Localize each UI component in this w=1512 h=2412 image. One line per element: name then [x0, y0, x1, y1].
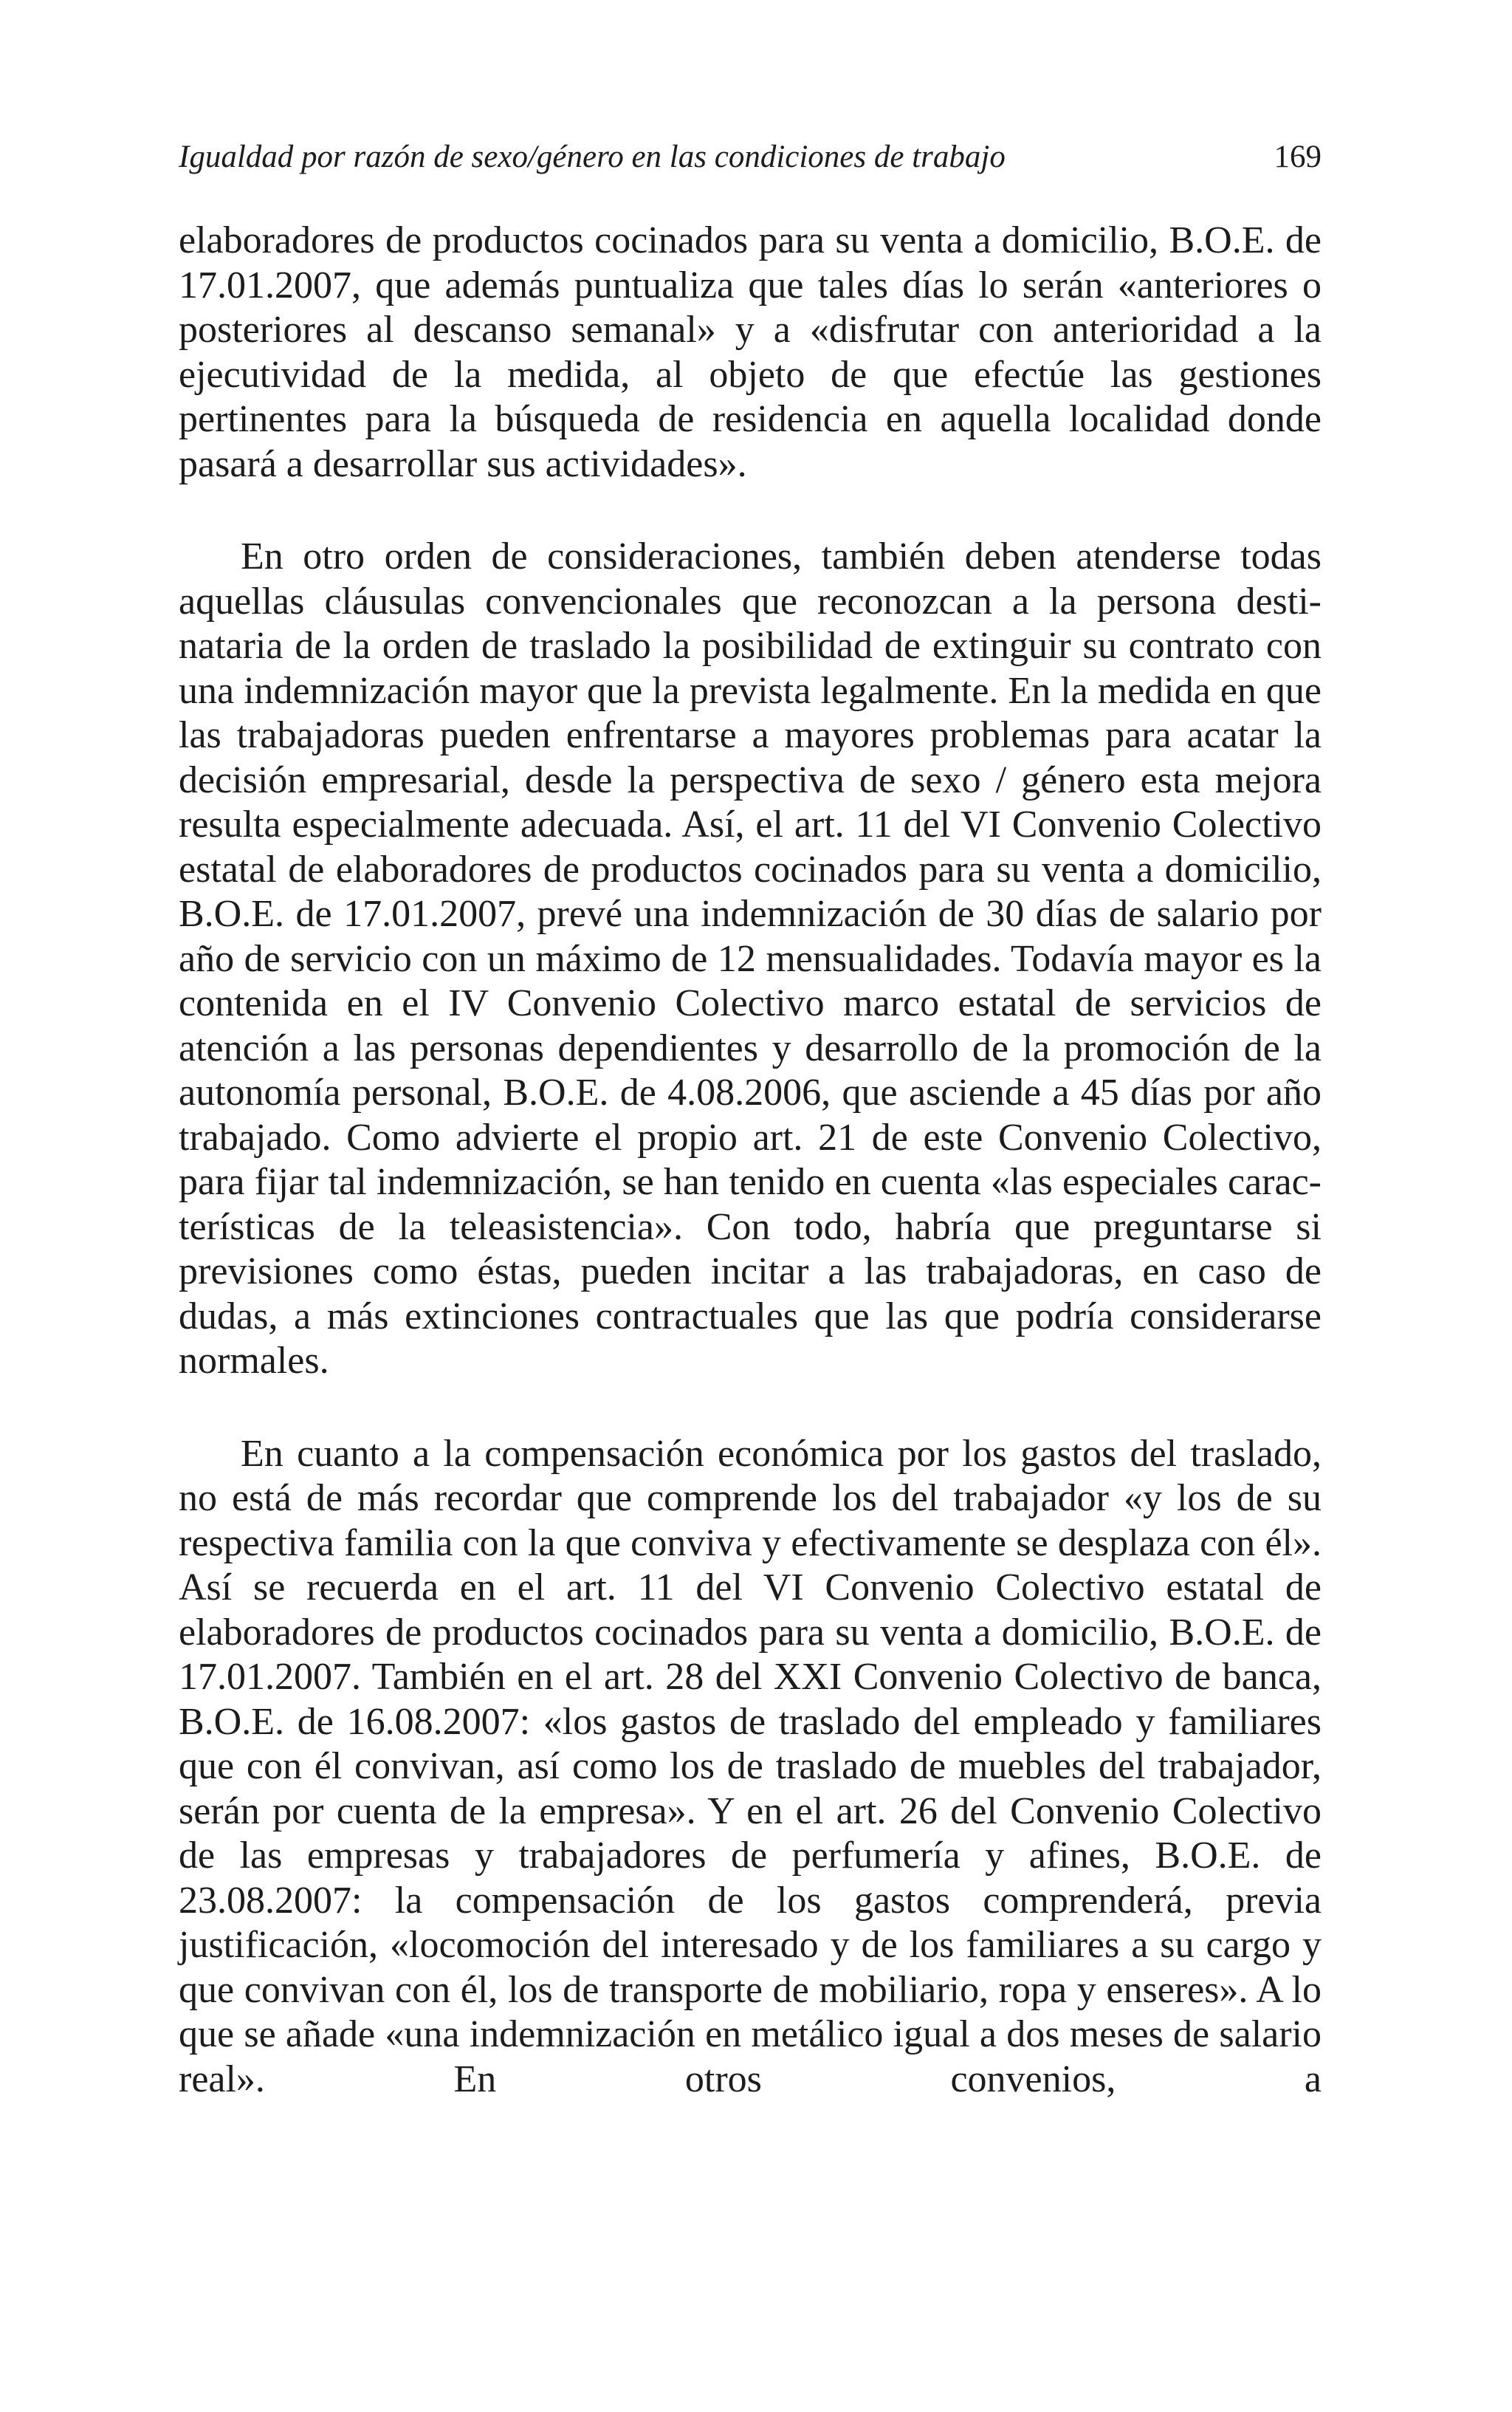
- paragraph-continuation: elaboradores de productos cocinados para su venta a domicilio, B.O.E. de 17.01.2007, que además puntualiza que tales días lo serán «anteriores o posteriores al descanso semanal» y a «disfrutar con anterioridad a la ejecutividad de la medida, al objeto de que efectúe las gestiones pertinentes para la búsqueda de residencia en aquella localidad donde pasará a desarrollar sus actividades».: [179, 219, 1322, 485]
- paragraph-compensacion-gastos: En cuanto a la compensación económica por los gastos del traslado, no está de más recordar que comprende los del trabajador «y los de su respectiva familia con la que conviva y efectivamente se desplaza con él». Así se recuerda en el art. 11 del VI Convenio Colectivo estatal de elaboradores de productos cocinados para su venta a domicilio, B.O.E. de 17.01.2007. También en el art. 28 del XXI Convenio Colectivo de banca, B.O.E. de 16.08.2007: «los gastos de traslado del empleado y familiares que con él convivan, así como los de traslado de muebles del trabajador, serán por cuenta de la empresa». Y en el art. 26 del Convenio Colectivo de las empresas y trabajadores de perfumería y afines, B.O.E. de 23.08.2007: la compensación de los gastos comprenderá, previa justificación, «locomoción del interesado y de los familiares a su cargo y que convivan con él, los de transporte de mobiliario, ropa y enseres». A lo que se añade «una indemnización en metálico igual a dos meses de salario real». En otros convenios, a: [179, 1432, 1322, 2100]
- running-header: [179, 131, 1322, 183]
- running-title: Igualdad por razón de sexo/género en las condiciones de trabajo: [179, 140, 1006, 174]
- page-number: 169: [1274, 140, 1322, 174]
- paragraph-extincion-contrato: En otro orden de consideraciones, también deben atenderse todas aquellas cláusulas convencionales que reconozcan a la persona destinataria de la orden de traslado la posibilidad de extinguir su contrato con una indemnización mayor que la prevista legalmente. En la medida en que las trabajadoras pueden enfrentarse a mayores problemas para acatar la decisión empresarial, desde la perspectiva de sexo / género esta mejora resulta especialmente adecuada. Así, el art. 11 del VI Convenio Colectivo estatal de elaboradores de productos cocinados para su venta a domicilio, B.O.E. de 17.01.2007, prevé una indemnización de 30 días de salario por año de servicio con un máximo de 12 mensualidades. Todavía mayor es la contenida en el IV Convenio Colectivo marco estatal de servicios de atención a las personas dependientes y desarrollo de la promoción de la autonomía personal, B.O.E. de 4.08.2006, que asciende a 45 días por año trabajado. Como advierte el propio art. 21 de este Convenio Colectivo, para fijar tal indemnización, se han tenido en cuenta «las especiales características de la teleasistencia». Con todo, habría que preguntarse si previsiones como éstas, pueden incitar a las trabajadoras, en caso de dudas, a más extinciones contractuales que las que podría considerarse normales.: [179, 535, 1322, 1382]
- body-text: [179, 219, 1322, 2102]
